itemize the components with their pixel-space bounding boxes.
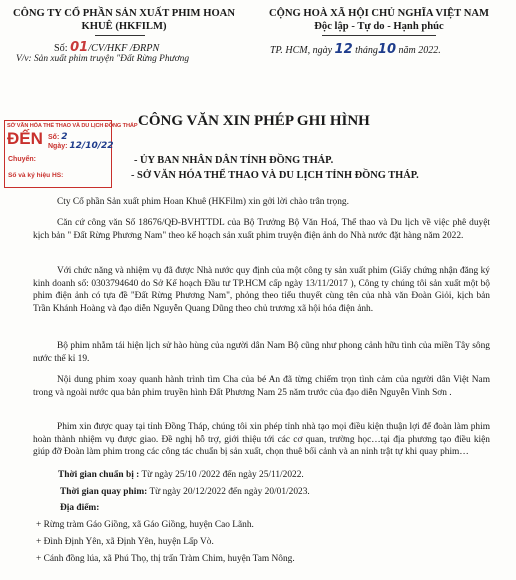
recipient-2: - SỞ VĂN HÓA THỂ THAO VÀ DU LỊCH TỈNH ĐỒNG THÁP.	[131, 170, 419, 181]
subject-line: V/v: Sản xuất phim truyện "Đất Rừng Phương	[16, 54, 190, 64]
stamp-file-number: Số và ký hiệu HS:	[8, 172, 64, 179]
header-right-rule	[322, 35, 436, 36]
paragraph-history: Bộ phim nhằm tái hiện lịch sử hào hùng của người dân Nam Bộ cũng như phong cảnh hữu tình của miền Tây sông nước thế kỉ 19.	[33, 341, 490, 364]
incoming-document-stamp: SỞ VĂN HÓA THỂ THAO VÀ DU LỊCH ĐỒNG THÁP ĐẾN Số: 2 Ngày: 12/10/22 Chuyển: Số và ký hiệu HS:	[4, 120, 112, 188]
handwritten-month: 10	[377, 42, 397, 57]
handwritten-day: 12	[334, 42, 353, 57]
location-item: + Đình Định Yên, xã Định Yên, huyện Lấp Vò.	[36, 537, 214, 547]
paragraph-basis: Căn cứ công văn Số 18676/QĐ-BVHTTDL của Bộ Trưởng Bộ Văn Hoá, Thể thao và Du lịch về việc phê duyệt kịch bản " Đất Rừng Phương Nam" theo kế hoạch sản xuất phim truyện điện ảnh do Nhà nước đặt hàng năm 2022.	[33, 218, 490, 241]
stamp-org: SỞ VĂN HÓA THỂ THAO VÀ DU LỊCH ĐỒNG THÁP	[7, 123, 138, 129]
company-name-line1: CÔNG TY CỔ PHẦN SẢN XUẤT PHIM HOAN	[13, 8, 235, 19]
nation-motto: Độc lập - Tự do - Hạnh phúc	[314, 21, 444, 32]
paragraph-content: Nội dung phim xoay quanh hành trình tìm Cha của bé An đã từng chiếm trọn tình cảm của người dân Việt Nam trong và ngoài nước qua bản phim truyền hình Đất Phương Nam 25 năm trước của đạo diễn Nguyễn Vinh Sơn .	[33, 375, 490, 398]
stamp-chuyen: Chuyển:	[8, 156, 36, 163]
document-title: CÔNG VĂN XIN PHÉP GHI HÌNH	[138, 113, 370, 129]
prep-time: Thời gian chuẩn bị : Từ ngày 25/10 /2022 đến ngày 25/11/2022.	[58, 470, 304, 480]
locations-heading: Địa điểm:	[60, 503, 100, 513]
recipient-1: - ỦY BAN NHÂN DÂN TỈNH ĐỒNG THÁP.	[134, 155, 334, 166]
header-left-rule	[95, 35, 145, 36]
nation-title: CỘNG HOÀ XÃ HỘI CHỦ NGHĨA VIỆT NAM	[268, 8, 490, 19]
stamp-den: ĐẾN	[7, 129, 43, 148]
document-number: Số: 01/CV/HKF /ĐRPN	[54, 40, 160, 55]
paragraph-request: Phim xin được quay tại tỉnh Đồng Tháp, chúng tôi xin phép tỉnh nhà tạo mọi điều kiện thuận lợi để đoàn làm phim hoàn thành nhiệm vụ được giao. Đề nghị hỗ trợ, giới thiệu tới các cơ quan, trường học…tại địa phương tạo điều kiện giúp đỡ Đoàn làm phim trong các công tác chuẩn bị sản xuất, chọn thuê bối cảnh và an ninh trật tự khi quay phim…	[33, 422, 490, 458]
paragraph-greeting: Cty Cổ phần Sản xuất phim Hoan Khuê (HKFilm) xin gởi lời chào trân trọng.	[57, 197, 349, 207]
company-name-line2: KHUÊ (HKFILM)	[81, 21, 167, 32]
location-item: + Rừng tràm Gáo Giồng, xã Gáo Giồng, huyện Cao Lãnh.	[36, 520, 254, 530]
shoot-time: Thời gian quay phim: Từ ngày 20/12/2022 đến ngày 20/01/2023.	[60, 487, 310, 497]
issue-date: TP. HCM, ngày 12 tháng10 năm 2022.	[270, 42, 441, 57]
handwritten-number: 01	[70, 40, 89, 55]
location-item: + Cánh đồng lúa, xã Phú Thọ, thị trấn Tràm Chim, huyện Tam Nông.	[36, 554, 295, 564]
paragraph-company: Với chức năng và nhiệm vụ đã được Nhà nước quy định của một công ty sản xuất phim (Giấy chứng nhận đăng ký kinh doanh số: 0303794640 do Sở Kế hoạch Đầu tư TP.HCM cấp ngày 13/11/2017 ), Công ty chúng tôi sản xuất một bộ phim điện ảnh có tựa đề "Đất Rừng Phương Nam", phỏng theo tiểu thuyết cùng tên của nhà văn Đoàn Giỏi, kịch bản Trần Khánh Hoàng và đạo diễn Nguyễn Quang Dũng theo chủ trương xã hội hóa điện ảnh.	[33, 266, 490, 314]
